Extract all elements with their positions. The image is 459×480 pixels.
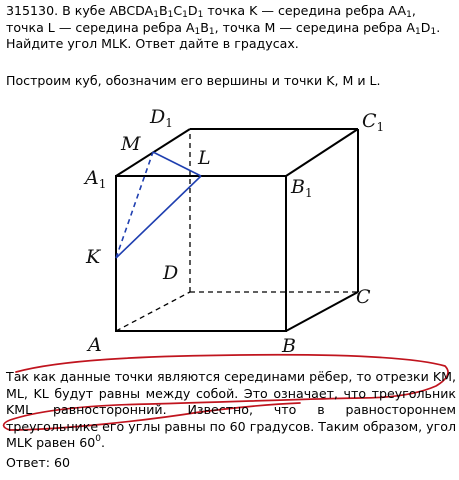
visible-edges — [116, 129, 358, 331]
label-m: M — [121, 133, 141, 155]
label-c1: $C_1$ — [362, 110, 385, 134]
edge-a-d — [116, 292, 190, 331]
segment-km — [116, 152, 153, 258]
label-a1: $A_1$ — [85, 167, 107, 191]
label-k: K — [86, 246, 101, 268]
label-c: C — [356, 286, 371, 308]
label-b: B — [282, 335, 296, 357]
edge-b1-c1 — [286, 129, 358, 176]
segment-kl — [116, 176, 201, 258]
triangle-kml — [116, 152, 201, 258]
hidden-edges — [116, 129, 358, 331]
problem-statement: 315130. В кубе $ABCDA_1B_1C_1D_1$ точка K — середина ребра $AA_1$, точка L — середина ребра $A_1B_1$, точка M — середина ребра $A_1D_1$. Найдите угол MLK. Ответ дайте в градусах. — [6, 3, 441, 51]
label-b1: $B_1$ — [291, 176, 313, 200]
edge-b-c — [286, 292, 358, 331]
answer-line: Ответ: 60 — [6, 455, 71, 470]
edge-a1-d1 — [116, 129, 190, 176]
label-l: L — [198, 147, 211, 169]
construction-intro: Построим куб, обозначим его вершины и точки K, M и L. — [6, 73, 381, 88]
segment-ml — [153, 152, 201, 176]
solution-text: Так как данные точки являются серединами рёбер, то отрезки KM, ML, KL будут равны между собой. Это означает, что треугольник KML равносторонний. Известно, что в равностороннем треугольнике его углы равны по 60 градусов. Таким образом, угол MLK равен $60^0$. — [6, 369, 456, 450]
label-d: D — [163, 262, 179, 284]
label-d1: $D_1$ — [150, 106, 173, 130]
front-face — [116, 176, 286, 331]
label-a: A — [88, 334, 102, 356]
vertex-labels — [83, 106, 384, 357]
